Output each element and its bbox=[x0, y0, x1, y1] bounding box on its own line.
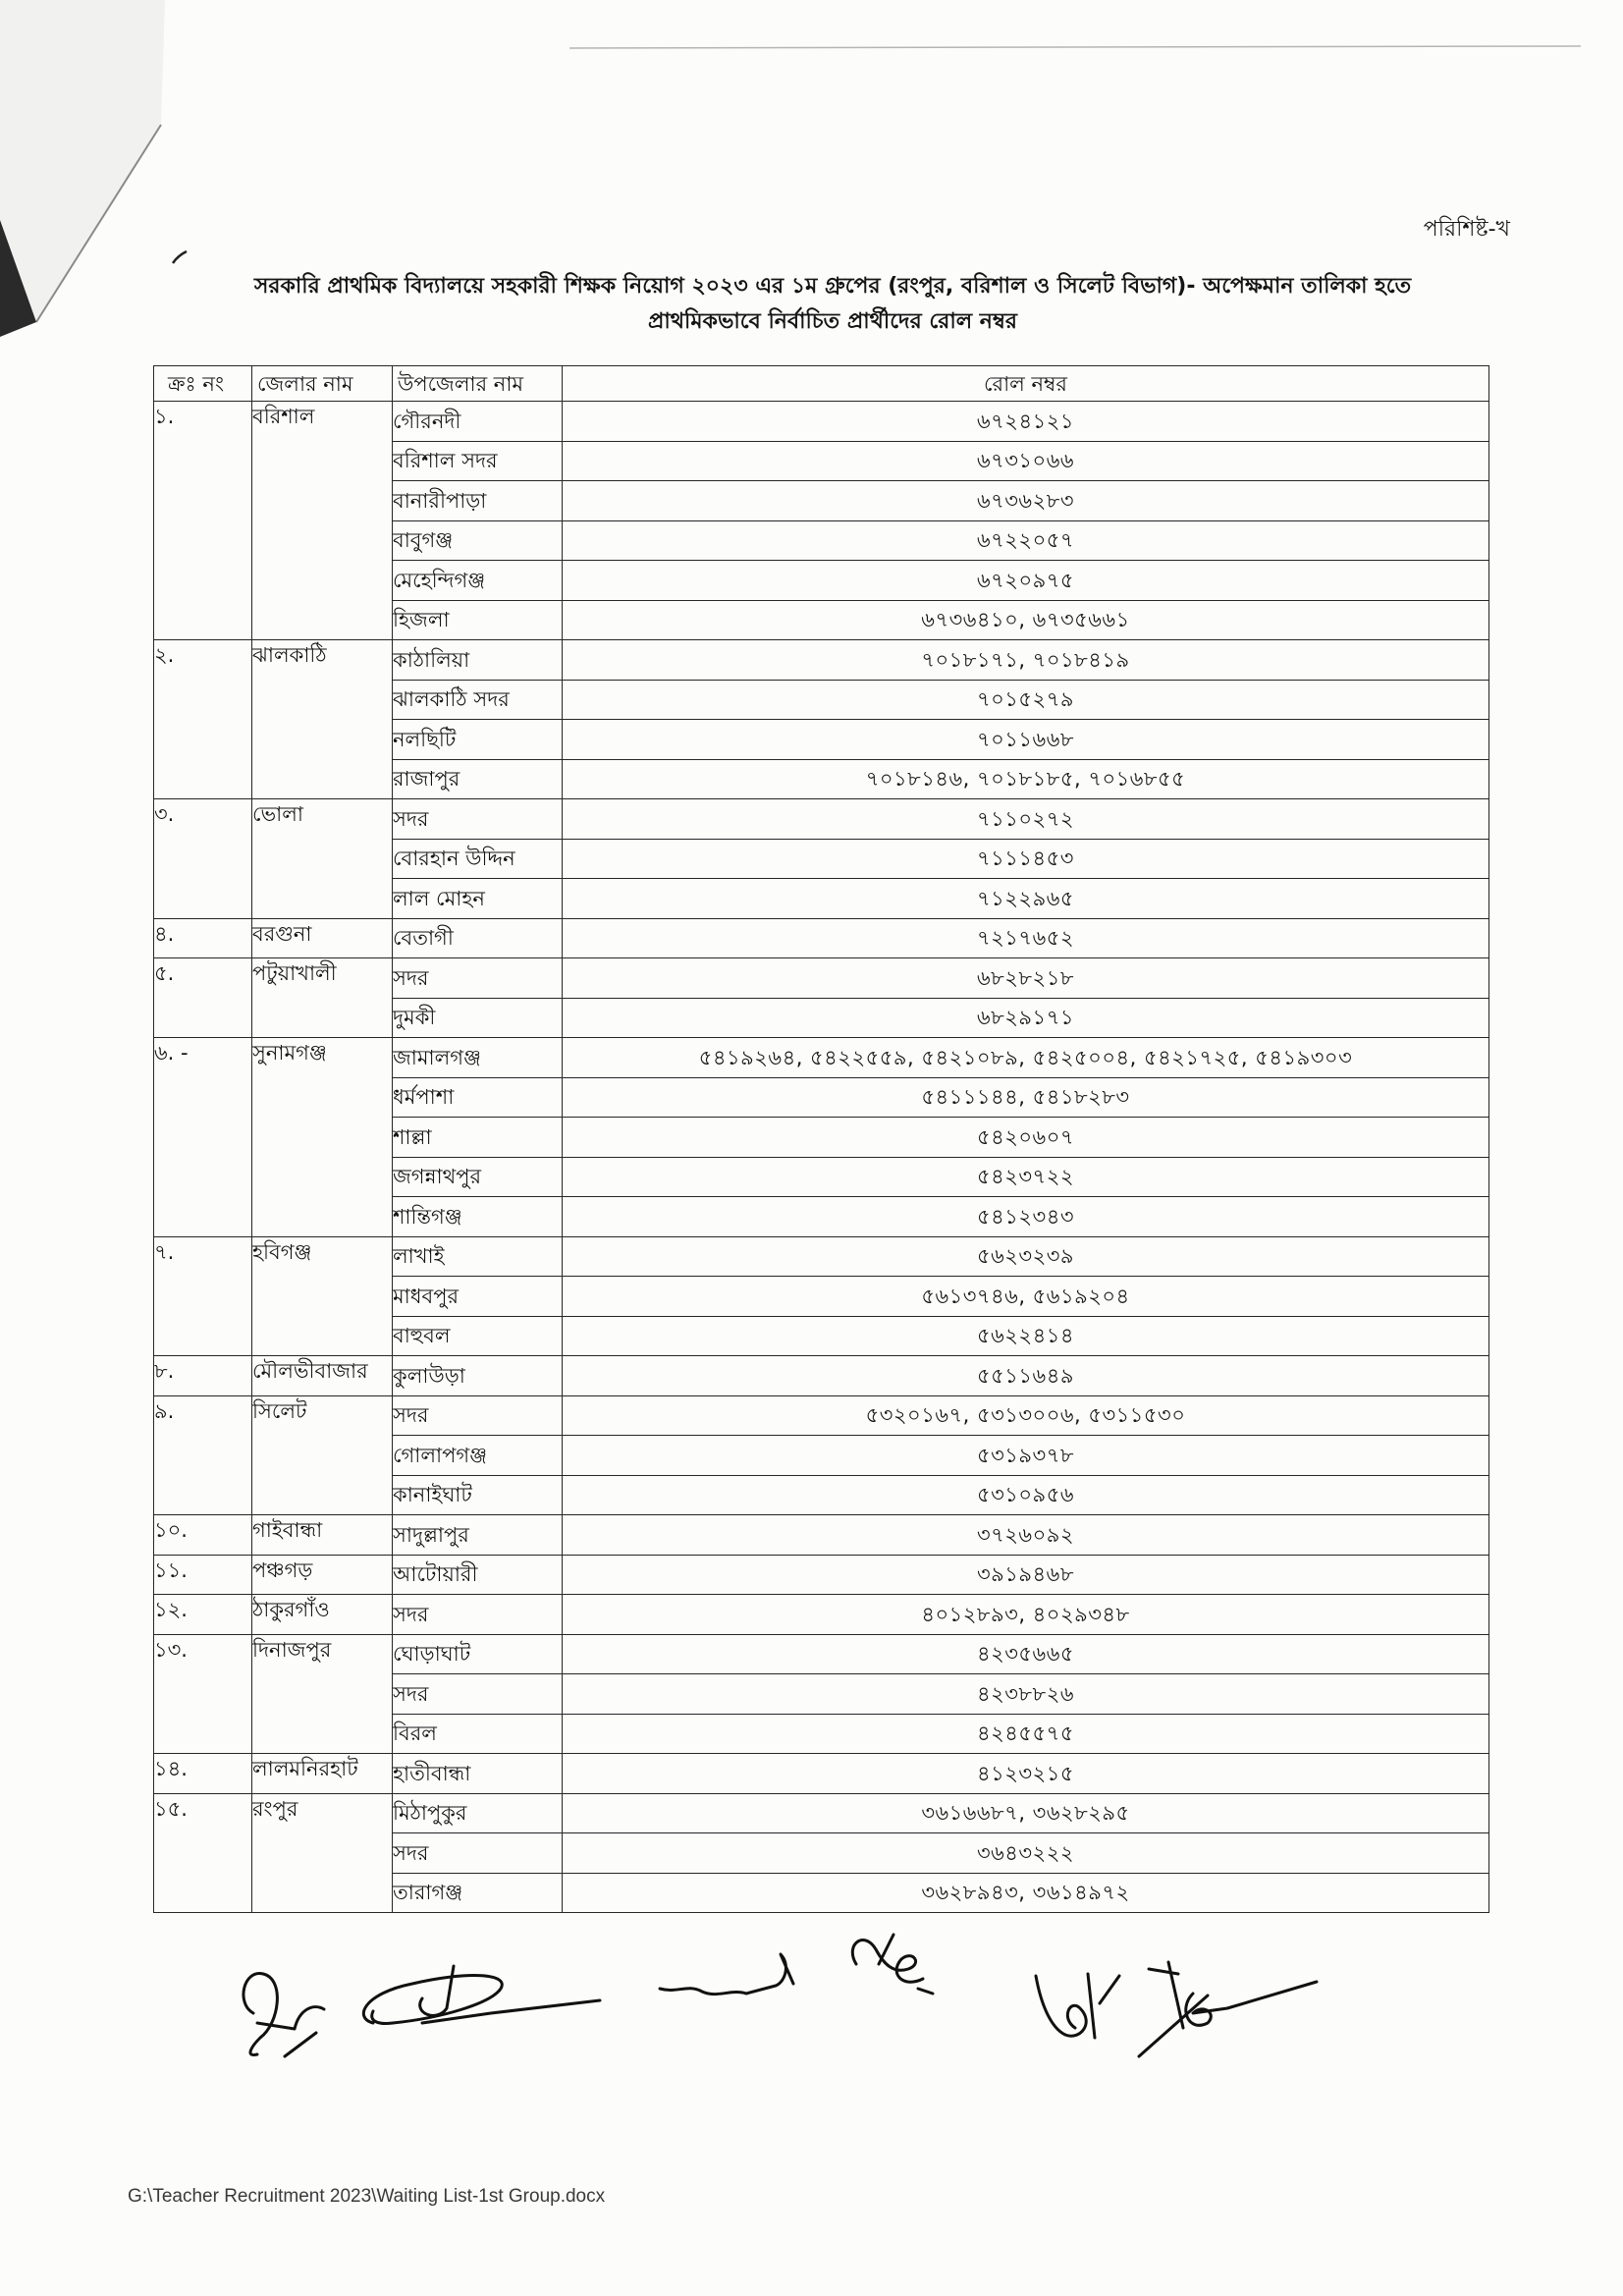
roll-number-cell: ৫৬১৩৭৪৬, ৫৬১৯২০৪ bbox=[563, 1277, 1489, 1317]
signature-4 bbox=[852, 1935, 933, 1994]
roll-number-cell: ৫৪১১১৪৪, ৫৪১৮২৮৩ bbox=[563, 1077, 1489, 1118]
roll-number-cell: ৫৩২০১৬৭, ৫৩১৩০০৬, ৫৩১১৫৩০ bbox=[563, 1395, 1489, 1436]
upazila-name-cell: কুলাউড়া bbox=[393, 1356, 563, 1396]
roll-number-cell: ৫৬২৩২৩৯ bbox=[563, 1236, 1489, 1277]
district-name-cell: বরিশাল bbox=[252, 402, 393, 640]
upazila-name-cell: ঘোড়াঘাট bbox=[393, 1634, 563, 1674]
header-roll-number: রোল নম্বর bbox=[563, 366, 1489, 402]
upazila-name-cell: তারাগঞ্জ bbox=[393, 1873, 563, 1913]
roll-number-cell: ৭১২২৯৬৫ bbox=[563, 879, 1489, 919]
serial-cell: ১৩. bbox=[154, 1634, 252, 1754]
roll-number-cell: ৭১১১৪৫৩ bbox=[563, 839, 1489, 879]
roll-number-cell: ৫৬২২৪১৪ bbox=[563, 1316, 1489, 1356]
roll-number-cell: ৫৩১০৯৫৬ bbox=[563, 1475, 1489, 1515]
header-district: জেলার নাম bbox=[252, 366, 393, 402]
roll-number-cell: ৫৩১৯৩৭৮ bbox=[563, 1436, 1489, 1476]
signature-6 bbox=[1139, 1962, 1317, 2056]
serial-cell: ১. bbox=[154, 402, 252, 640]
roll-number-cell: ৬৭২৪১২১ bbox=[563, 402, 1489, 442]
district-name-cell: সুনামগঞ্জ bbox=[252, 1038, 393, 1237]
district-name-cell: ঠাকুরগাঁও bbox=[252, 1595, 393, 1635]
serial-cell: ১০. bbox=[154, 1515, 252, 1556]
file-path-footer: G:\Teacher Recruitment 2023\Waiting List-1st Group.docx bbox=[128, 2186, 606, 2207]
roll-number-cell: ৪২৩৮৮২৬ bbox=[563, 1674, 1489, 1715]
roll-number-cell: ৭০১৮১৪৬, ৭০১৮১৮৫, ৭০১৬৮৫৫ bbox=[563, 759, 1489, 799]
district-name-cell: হবিগঞ্জ bbox=[252, 1236, 393, 1356]
title-line-1: সরকারি প্রাথমিক বিদ্যালয়ে সহকারী শিক্ষক নিয়োগ ২০২৩ এর ১ম গ্রুপের (রংপুর, বরিশাল ও সিলেট বিভাগ)- অপেক্ষমান তালিকা হতে bbox=[253, 274, 1412, 299]
signature-2 bbox=[363, 1966, 600, 2024]
upazila-name-cell: সদর bbox=[393, 1833, 563, 1874]
upazila-name-cell: শাল্লা bbox=[393, 1118, 563, 1158]
upazila-name-cell: গৌরনদী bbox=[393, 402, 563, 442]
upazila-name-cell: বিরল bbox=[393, 1714, 563, 1754]
upazila-name-cell: হাতীবান্ধা bbox=[393, 1754, 563, 1794]
header-serial: ক্রঃ নং bbox=[154, 366, 252, 402]
roll-number-cell: ৫৪১৯২৬৪, ৫৪২২৫৫৯, ৫৪২১০৮৯, ৫৪২৫০০৪, ৫৪২১৭২৫, ৫৪১৯৩০৩ bbox=[563, 1038, 1489, 1078]
upazila-name-cell: সদর bbox=[393, 958, 563, 999]
roll-number-cell: ৭০১৮১৭১, ৭০১৮৪১৯ bbox=[563, 640, 1489, 681]
roll-number-cell: ৩৯১৯৪৬৮ bbox=[563, 1555, 1489, 1595]
roll-number-cell: ৫৪২৩৭২২ bbox=[563, 1157, 1489, 1197]
roll-number-cell: ৪২৪৫৫৭৫ bbox=[563, 1714, 1489, 1754]
signature-3 bbox=[660, 1954, 793, 1995]
upazila-name-cell: বোরহান উদ্দিন bbox=[393, 839, 563, 879]
roll-number-cell: ৭০১৫২৭৯ bbox=[563, 680, 1489, 720]
district-name-cell: ভোলা bbox=[252, 799, 393, 919]
serial-cell: ৪. bbox=[154, 918, 252, 958]
upazila-name-cell: বানারীপাড়া bbox=[393, 481, 563, 521]
upazila-name-cell: আটোয়ারী bbox=[393, 1555, 563, 1595]
appendix-label: পরিশিষ্ট-খ bbox=[1423, 217, 1510, 242]
serial-cell: ১৪. bbox=[154, 1754, 252, 1794]
upazila-name-cell: শান্তিগঞ্জ bbox=[393, 1197, 563, 1237]
roll-number-cell: ৬৭৩১০৬৬ bbox=[563, 441, 1489, 481]
upazila-name-cell: বাহুবল bbox=[393, 1316, 563, 1356]
roll-number-cell: ৪১২৩২১৫ bbox=[563, 1754, 1489, 1794]
upazila-name-cell: মেহেন্দিগঞ্জ bbox=[393, 561, 563, 601]
upazila-name-cell: লাখাই bbox=[393, 1236, 563, 1277]
upazila-name-cell: জামালগঞ্জ bbox=[393, 1038, 563, 1078]
upazila-name-cell: হিজলা bbox=[393, 600, 563, 640]
serial-cell: ৩. bbox=[154, 799, 252, 919]
upazila-name-cell: বরিশাল সদর bbox=[393, 441, 563, 481]
serial-cell: ৭. bbox=[154, 1236, 252, 1356]
roll-number-cell: ৬৭২২০৫৭ bbox=[563, 520, 1489, 561]
district-name-cell: মৌলভীবাজার bbox=[252, 1356, 393, 1396]
upazila-name-cell: বাবুগঞ্জ bbox=[393, 520, 563, 561]
upazila-name-cell: জগন্নাথপুর bbox=[393, 1157, 563, 1197]
district-name-cell: রংপুর bbox=[252, 1793, 393, 1913]
upazila-name-cell: গোলাপগঞ্জ bbox=[393, 1436, 563, 1476]
district-name-cell: বরগুনা bbox=[252, 918, 393, 958]
roll-number-cell: ৬৮২৮২১৮ bbox=[563, 958, 1489, 999]
roll-number-cell: ৬৭৩৬২৮৩ bbox=[563, 481, 1489, 521]
roll-number-cell: ৩৭২৬০৯২ bbox=[563, 1515, 1489, 1556]
upazila-name-cell: ঝালকাঠি সদর bbox=[393, 680, 563, 720]
district-name-cell: ঝালকাঠি bbox=[252, 640, 393, 799]
upazila-name-cell: মাধবপুর bbox=[393, 1277, 563, 1317]
title-line-2: প্রাথমিকভাবে নির্বাচিত প্রার্থীদের রোল নম্বর bbox=[648, 309, 1017, 334]
roll-number-cell: ৭১১০২৭২ bbox=[563, 799, 1489, 840]
upazila-name-cell: সদর bbox=[393, 1595, 563, 1635]
signature-5 bbox=[1036, 1974, 1119, 2038]
roll-number-cell: ৬৭২০৯৭৫ bbox=[563, 561, 1489, 601]
upazila-name-cell: ধর্মপাশা bbox=[393, 1077, 563, 1118]
roll-number-cell: ৫৪১২৩৪৩ bbox=[563, 1197, 1489, 1237]
roll-number-cell: ৩৬৪৩২২২ bbox=[563, 1833, 1489, 1874]
header-upazila: উপজেলার নাম bbox=[393, 366, 563, 402]
upazila-name-cell: নলছিটি bbox=[393, 720, 563, 760]
roll-number-cell: ৫৫১১৬৪৯ bbox=[563, 1356, 1489, 1396]
serial-cell: ৫. bbox=[154, 958, 252, 1038]
serial-cell: ৬. - bbox=[154, 1038, 252, 1237]
roll-number-cell: ৭০১১৬৬৮ bbox=[563, 720, 1489, 760]
upazila-name-cell: মিঠাপুকুর bbox=[393, 1793, 563, 1833]
upazila-name-cell: লাল মোহন bbox=[393, 879, 563, 919]
district-name-cell: লালমনিরহাট bbox=[252, 1754, 393, 1794]
district-name-cell: দিনাজপুর bbox=[252, 1634, 393, 1754]
upazila-name-cell: দুমকী bbox=[393, 998, 563, 1038]
district-name-cell: গাইবান্ধা bbox=[252, 1515, 393, 1556]
upazila-name-cell: কাঠালিয়া bbox=[393, 640, 563, 681]
roll-number-cell: ৬৭৩৬৪১০, ৬৭৩৫৬৬১ bbox=[563, 600, 1489, 640]
district-name-cell: পটুয়াখালী bbox=[252, 958, 393, 1038]
upazila-name-cell: সাদুল্লাপুর bbox=[393, 1515, 563, 1556]
roll-number-cell: ৫৪২০৬০৭ bbox=[563, 1118, 1489, 1158]
roll-number-cell: ৬৮২৯১৭১ bbox=[563, 998, 1489, 1038]
roll-number-cell: ৪২৩৫৬৬৫ bbox=[563, 1634, 1489, 1674]
district-name-cell: সিলেট bbox=[252, 1395, 393, 1515]
serial-cell: ১১. bbox=[154, 1555, 252, 1595]
upazila-name-cell: সদর bbox=[393, 1395, 563, 1436]
roll-number-cell: ৪০১২৮৯৩, ৪০২৯৩৪৮ bbox=[563, 1595, 1489, 1635]
serial-cell: ৮. bbox=[154, 1356, 252, 1396]
roll-number-cell: ৭২১৭৬৫২ bbox=[563, 918, 1489, 958]
signature-1 bbox=[243, 1974, 324, 2056]
district-name-cell: পঞ্চগড় bbox=[252, 1555, 393, 1595]
serial-cell: ৯. bbox=[154, 1395, 252, 1515]
serial-cell: ১২. bbox=[154, 1595, 252, 1635]
serial-cell: ২. bbox=[154, 640, 252, 799]
upazila-name-cell: রাজাপুর bbox=[393, 759, 563, 799]
upazila-name-cell: বেতাগী bbox=[393, 918, 563, 958]
roll-number-cell: ৩৬২৮৯৪৩, ৩৬১৪৯৭২ bbox=[563, 1873, 1489, 1913]
upazila-name-cell: সদর bbox=[393, 1674, 563, 1715]
upazila-name-cell: সদর bbox=[393, 799, 563, 840]
roll-number-cell: ৩৬১৬৬৮৭, ৩৬২৮২৯৫ bbox=[563, 1793, 1489, 1833]
serial-cell: ১৫. bbox=[154, 1793, 252, 1913]
upazila-name-cell: কানাইঘাট bbox=[393, 1475, 563, 1515]
